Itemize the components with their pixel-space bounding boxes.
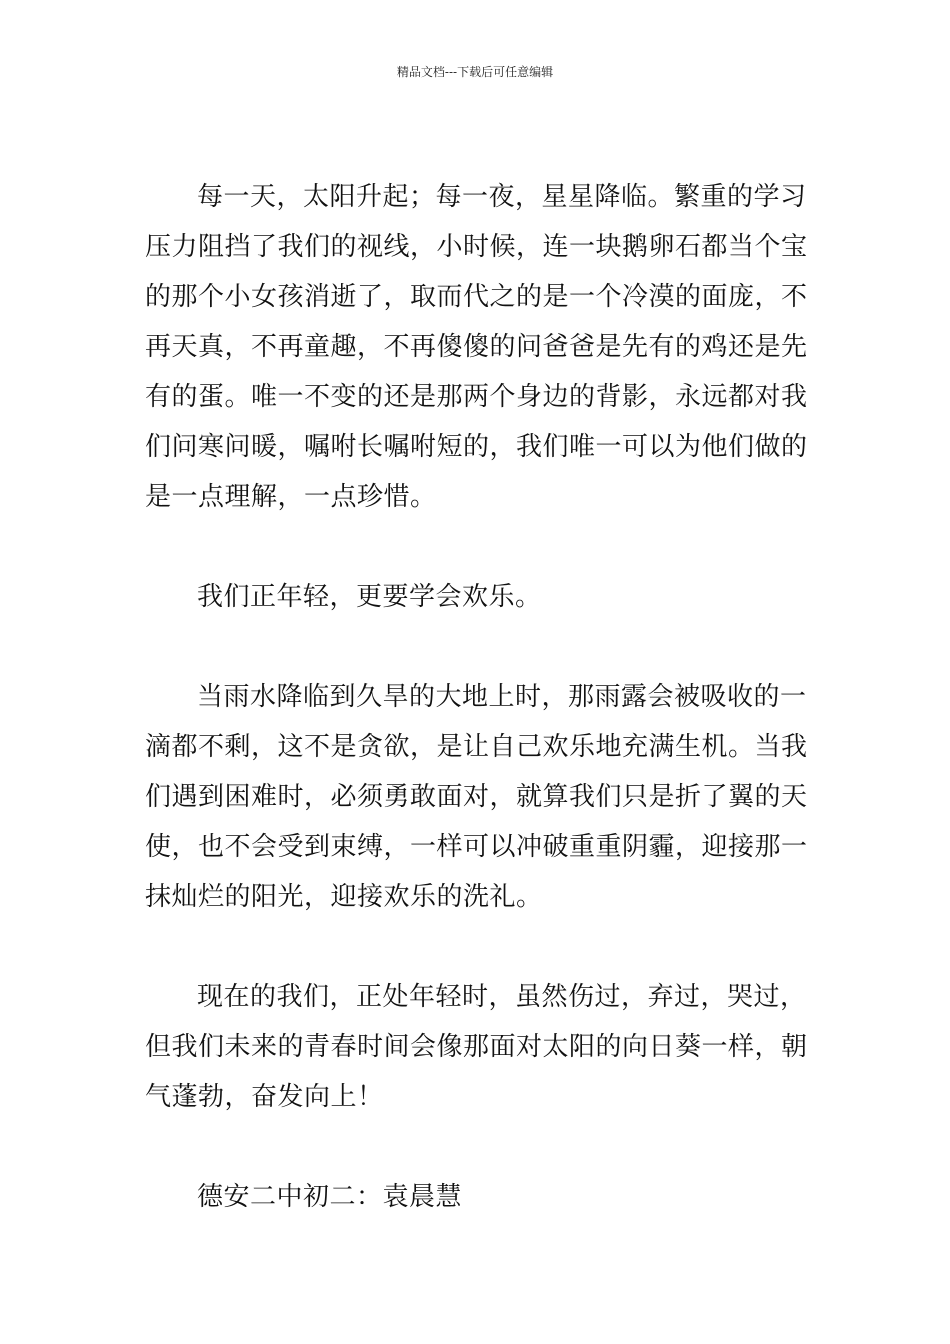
page-header: 精品文档---下载后可任意编辑 [396,65,554,79]
paragraph-1: 每一天，太阳升起；每一夜，星星降临。繁重的学习压力阻挡了我们的视线，小时候，连一块鹅卵石都当个宝的那个小女孩消逝了，取而代之的是一个冷漠的面庞，不再天真，不再童趣，不再傻傻的问爸爸是先有的鸡还是先有的蛋。唯一不变的还是那两个身边的背影，永远都对我们问寒问暖，嘱咐长嘱咐短的，我们唯一可以为他们做的是一点理解，一点珍惜。 [145,182,808,512]
paragraph-3: 当雨水降临到久旱的大地上时，那雨露会被吸收的一滴都不剩，这不是贪欲，是让自己欢乐地充满生机。当我们遇到困难时，必须勇敢面对，就算我们只是折了翼的天使，也不会受到束缚，一样可以冲破重重阴霾，迎接那一抹灿烂的阳光，迎接欢乐的洗礼。 [145,682,808,912]
document-body [145,172,809,1222]
author-line: 德安二中初二：袁晨慧 [197,1182,463,1212]
paragraph-2: 我们正年轻，更要学会欢乐。 [197,582,542,612]
paragraph-4: 现在的我们，正处年轻时，虽然伤过，弃过，哭过，但我们未来的青春时间会像那面对太阳的向日葵一样，朝气蓬勃，奋发向上！ [145,982,808,1112]
